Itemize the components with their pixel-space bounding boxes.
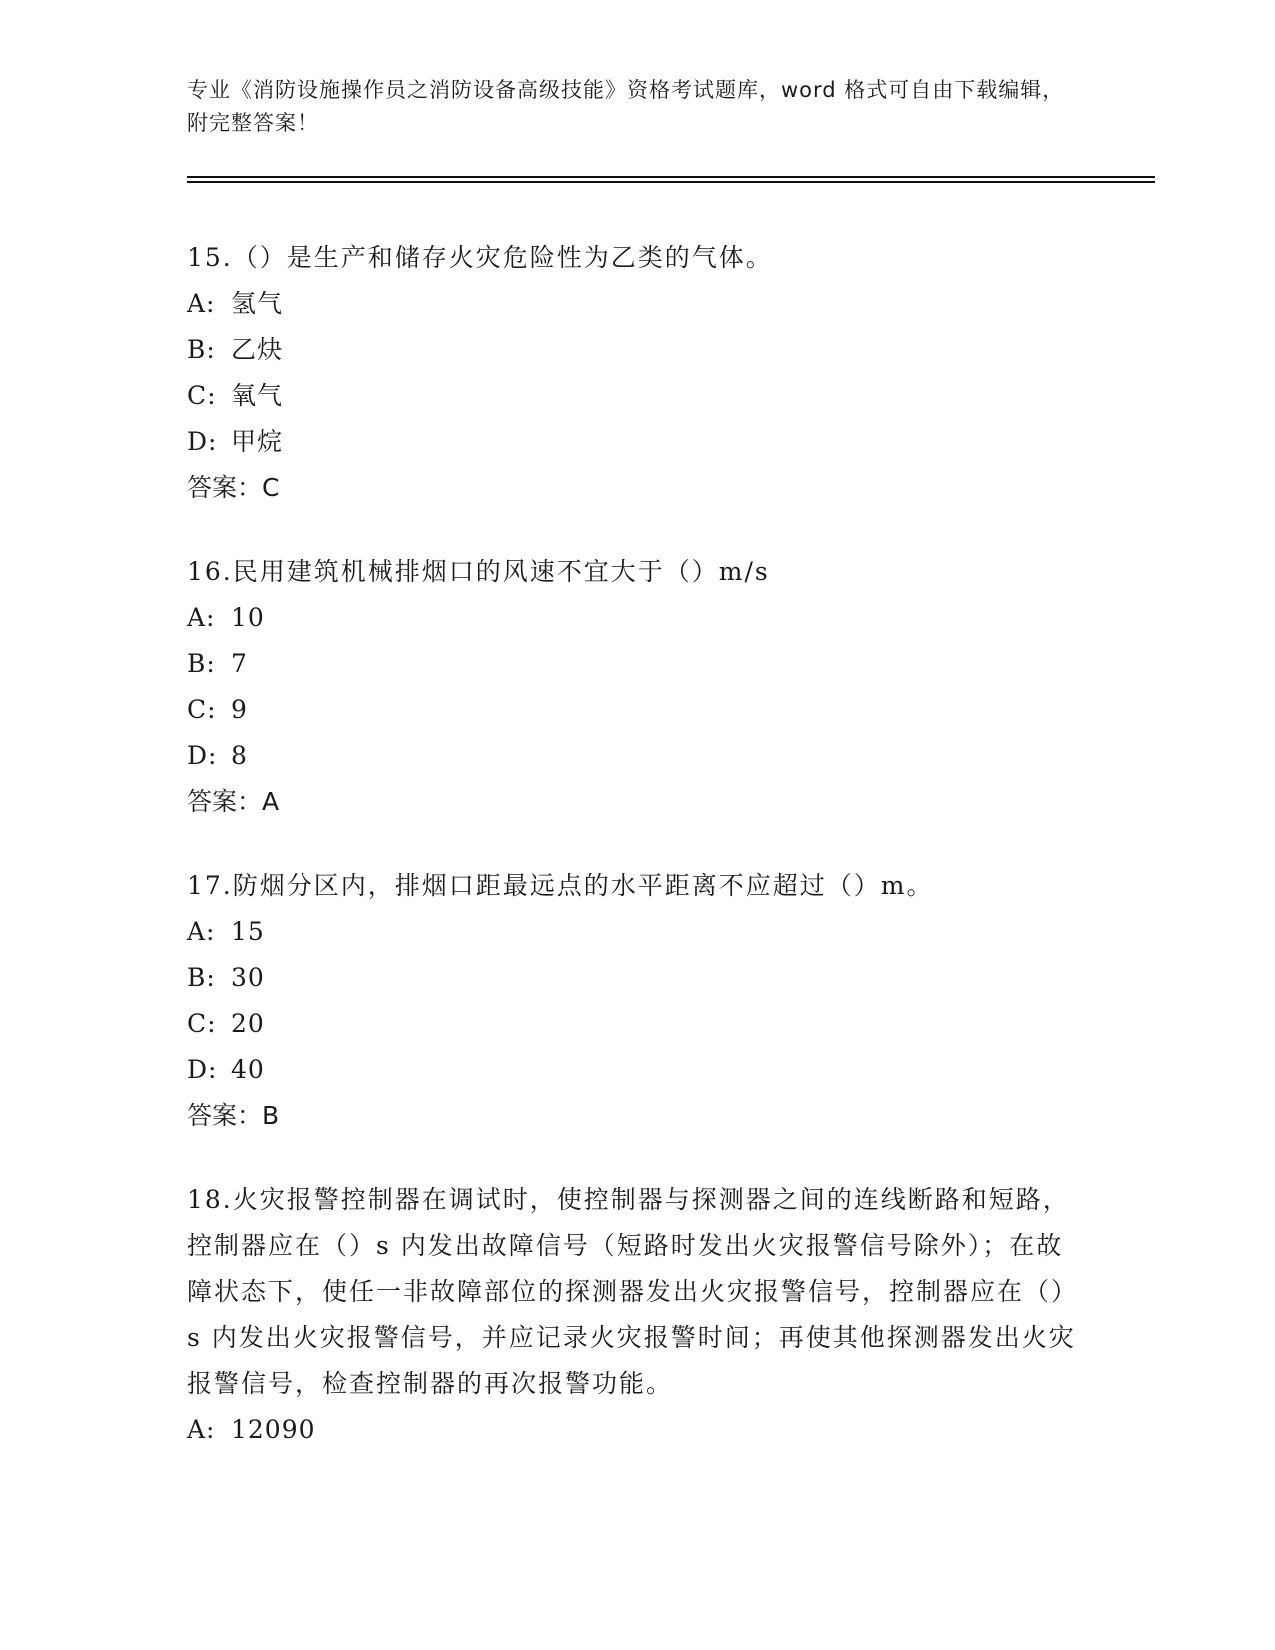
option-letter: A: — [187, 289, 216, 318]
question-18 — [187, 1177, 1087, 1453]
option-letter: C: — [187, 1009, 217, 1038]
option-b — [187, 955, 1087, 1001]
option-text: 30 — [231, 963, 265, 992]
question-16 — [187, 549, 1087, 825]
answer-text: 答案：B — [187, 1101, 280, 1130]
option-d — [187, 733, 1087, 779]
option-a — [187, 281, 1087, 327]
option-c — [187, 687, 1087, 733]
option-text: 10 — [231, 603, 265, 632]
question-15 — [187, 235, 1087, 511]
option-letter: D: — [187, 427, 218, 456]
option-d — [187, 1047, 1087, 1093]
option-text: 9 — [231, 695, 248, 724]
header-text: 专业《消防设施操作员之消防设备高级技能》资格考试题库，word 格式可自由下载编辑，附完整答案！ — [187, 78, 1065, 135]
option-letter: B: — [187, 335, 216, 364]
option-letter: D: — [187, 1055, 218, 1084]
option-text: 氢气 — [231, 289, 284, 318]
option-b — [187, 641, 1087, 687]
option-text: 甲烷 — [231, 427, 284, 456]
option-text: 15 — [231, 917, 265, 946]
option-c — [187, 1001, 1087, 1047]
question-text: 15.（）是生产和储存火灾危险性为乙类的气体。 — [187, 243, 773, 272]
option-a — [187, 595, 1087, 641]
option-letter: C: — [187, 381, 217, 410]
option-letter: D: — [187, 741, 218, 770]
option-text: 8 — [231, 741, 248, 770]
option-letter: C: — [187, 695, 217, 724]
option-text: 40 — [231, 1055, 265, 1084]
option-text: 7 — [231, 649, 248, 678]
option-letter: B: — [187, 963, 216, 992]
answer-text: 答案：A — [187, 787, 280, 816]
option-c — [187, 373, 1087, 419]
option-text: 氧气 — [231, 381, 284, 410]
option-text: 20 — [231, 1009, 265, 1038]
question-text: 17.防烟分区内，排烟口距最远点的水平距离不应超过（）m。 — [187, 871, 934, 900]
option-d — [187, 419, 1087, 465]
header-divider-top — [187, 176, 1155, 178]
option-letter: A: — [187, 917, 216, 946]
question-list — [187, 235, 1087, 1491]
option-text: 12090 — [231, 1415, 316, 1444]
question-17 — [187, 863, 1087, 1139]
option-letter: A: — [187, 603, 216, 632]
option-a — [187, 909, 1087, 955]
answer-text: 答案：C — [187, 473, 280, 502]
question-text: 18.火灾报警控制器在调试时，使控制器与探测器之间的连线断路和短路，控制器应在（）s 内发出故障信号（短路时发出火灾报警信号除外）；在故障状态下，使任一非故障部位的探测器发出火灾报警信号，控制器应在（）s 内发出火灾报警信号，并应记录火灾报警时间；再使其他探测器发出火灾报警信号，检查控制器的再次报警功能。 — [187, 1185, 1079, 1398]
option-text: 乙炔 — [231, 335, 284, 364]
option-a — [187, 1407, 1087, 1453]
option-b — [187, 327, 1087, 373]
option-letter: B: — [187, 649, 216, 678]
header-divider-bottom — [187, 181, 1155, 183]
option-letter: A: — [187, 1415, 216, 1444]
document-header — [187, 74, 1067, 140]
question-text: 16.民用建筑机械排烟口的风速不宜大于（）m/s — [187, 557, 770, 586]
